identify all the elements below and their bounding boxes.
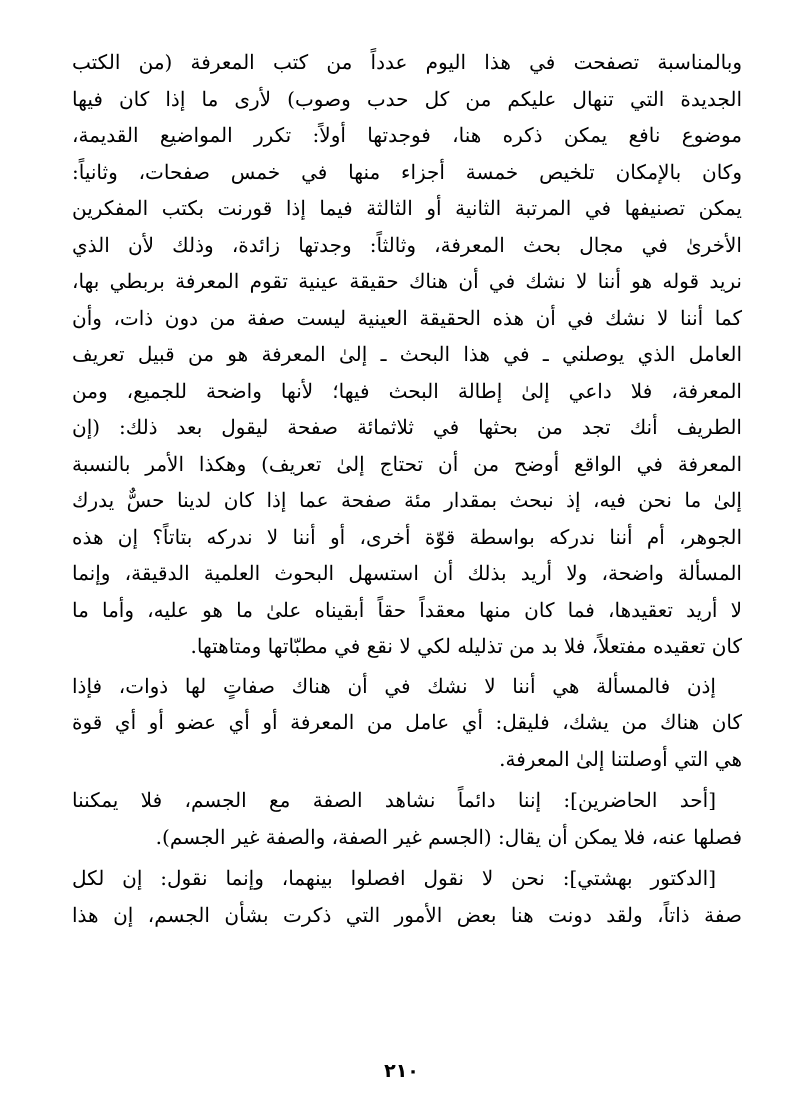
text-line: الجوهر، أم أننا ندركه بواسطة قوّة أخرى، أو أننا لا ندركه بتاتاً؟ إن هذه (72, 524, 742, 549)
text-line: فصلها عنه، فلا يمكن أن يقال: (الجسم غير الصفة، والصفة غير الجسم). (155, 824, 742, 849)
paragraph-4 (72, 860, 742, 933)
paragraph-2 (72, 668, 742, 778)
text-line: المسألة واضحة، ولا أريد بذلك أن استسهل البحوث العلمية الدقيقة، وإنما (72, 561, 742, 585)
page-number: ٢١٠ (384, 1060, 419, 1082)
text-line: وكان بالإمكان تلخيص خمسة أجزاء منها في خمس صفحات، وثانياً: (72, 159, 742, 184)
text-line: الطريف أنك تجد من بحثها في ثلاثمائة صفحة ليقول بعد ذلك: (إن (72, 415, 742, 439)
text-line: إلىٰ ما نحن فيه، إذ نبحث بمقدار مئة صفحة عما إذا كان لدينا حسٌّ يدرك (72, 488, 742, 512)
text-line: يمكن تصنيفها في المرتبة الثانية أو الثالثة فيما إذا قورنت بكتب المفكرين (72, 196, 742, 220)
text-line: المعرفة في الواقع أوضح من أن تحتاج إلىٰ تعريف) وهكذا الأمر بالنسبة (72, 451, 743, 476)
text-line: العامل الذي يوصلني ـ في هذا البحث ـ إلىٰ المعرفة هو من قبيل تعريف (72, 342, 742, 366)
text-line: نريد قوله هو أننا لا نشك في أن هناك حقيقة عينية تقوم المعرفة بربطي بها، (72, 269, 742, 293)
text-line: [الدكتور بهشتي]: نحن لا نقول افصلوا بينهما، وإنما نقول: إن لكل (72, 866, 716, 890)
text-line: لا أريد تعقيدها، فما كان منها معقداً حقاً أبقيناه علىٰ ما هو عليه، وأما ما (72, 597, 742, 622)
text-line: موضوع نافع يمكن ذكره هنا، فوجدتها أولاً: تكرر المواضيع القديمة، (72, 123, 742, 147)
text-line: كان هناك من يشك، فليقل: أي عامل من المعرفة أو أي عضو أو أي قوة (72, 710, 742, 734)
text-line: كما أننا لا نشك في أن هذه الحقيقة العينية ليست صفة من دون ذات، وأن (72, 305, 742, 330)
paragraph-1 (72, 44, 742, 665)
text-line: [أحد الحاضرين]: إننا دائماً نشاهد الصفة مع الجسم، فلا يمكننا (72, 788, 716, 812)
text-line: الجديدة التي تنهال عليكم من كل حدب وصوب) لأرى ما إذا كان فيها (72, 86, 742, 111)
paragraph-3 (72, 782, 742, 855)
text-line: وبالمناسبة تصفحت في هذا اليوم عدداً من كتب المعرفة (من الكتب (72, 50, 742, 74)
text-line: هي التي أوصلتنا إلىٰ المعرفة. (499, 746, 742, 771)
text-line: المعرفة، فلا داعي إلىٰ إطالة البحث فيها؛ لأنها واضحة للجميع، ومن (72, 378, 742, 403)
text-line: صفة ذاتاً، ولقد دونت هنا بعض الأمور التي ذكرت بشأن الجسم، إن هذا (72, 902, 742, 927)
page-body (72, 44, 742, 933)
text-line: كان تعقيده مفتعلاً، فلا بد من تذليله لكي لا نقع في مطبّاتها ومتاهتها. (190, 634, 742, 658)
text-line: إذن فالمسألة هي أننا لا نشك في أن هناك صفاتٍ لها ذوات، فإذا (72, 673, 716, 698)
text-line: الأخرىٰ في مجال بحث المعرفة، وثالثاً: وجدتها زائدة، وذلك لأن الذي (72, 232, 742, 257)
